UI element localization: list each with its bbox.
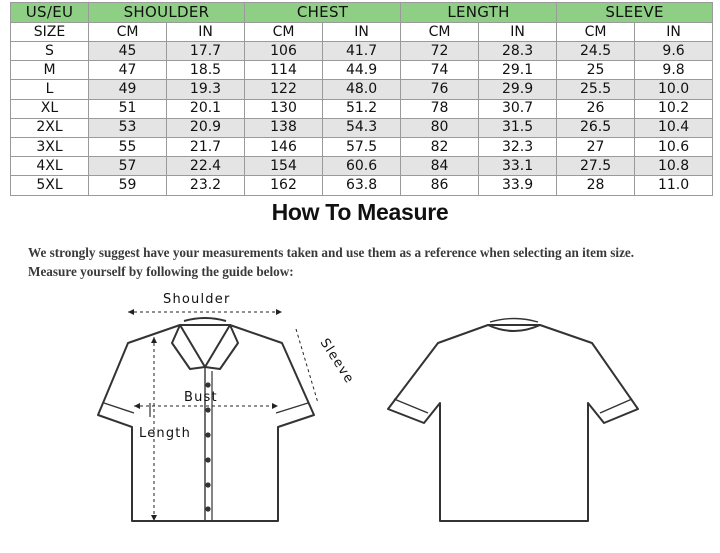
unit-cell: IN (167, 23, 245, 42)
size-cell: M (11, 61, 89, 80)
value-cell: 59 (89, 176, 167, 195)
sleeve-label: Sleeve (316, 336, 357, 387)
size-cell: L (11, 80, 89, 99)
value-cell: 9.8 (635, 61, 713, 80)
length-label: Length (139, 426, 192, 441)
value-cell: 29.1 (479, 61, 557, 80)
unit-cell: CM (401, 23, 479, 42)
value-cell: 33.9 (479, 176, 557, 195)
value-cell: 33.1 (479, 157, 557, 176)
value-cell: 55 (89, 137, 167, 156)
table-header-row (11, 3, 713, 23)
value-cell: 18.5 (167, 61, 245, 80)
value-cell: 47 (89, 61, 167, 80)
value-cell: 25 (557, 61, 635, 80)
unit-cell: CM (557, 23, 635, 42)
size-cell: 4XL (11, 157, 89, 176)
value-cell: 114 (245, 61, 323, 80)
header-us-eu: US/EU (11, 3, 89, 23)
value-cell: 74 (401, 61, 479, 80)
value-cell: 19.3 (167, 80, 245, 99)
value-cell: 20.1 (167, 99, 245, 118)
value-cell: 80 (401, 118, 479, 137)
unit-cell: IN (323, 23, 401, 42)
header-length: LENGTH (401, 3, 557, 23)
table-row (11, 99, 713, 118)
value-cell: 146 (245, 137, 323, 156)
value-cell: 31.5 (479, 118, 557, 137)
value-cell: 28 (557, 176, 635, 195)
table-row (11, 176, 713, 195)
value-cell: 10.2 (635, 99, 713, 118)
header-chest: CHEST (245, 3, 401, 23)
value-cell: 9.6 (635, 42, 713, 61)
size-cell: 5XL (11, 176, 89, 195)
value-cell: 51 (89, 99, 167, 118)
how-to-measure-title: How To Measure (271, 199, 449, 225)
value-cell: 20.9 (167, 118, 245, 137)
value-cell: 26.5 (557, 118, 635, 137)
value-cell: 10.4 (635, 118, 713, 137)
size-chart-table (10, 2, 713, 196)
value-cell: 57.5 (323, 137, 401, 156)
unit-cell: CM (245, 23, 323, 42)
value-cell: 106 (245, 42, 323, 61)
back-shirt-icon (388, 319, 638, 522)
size-cell: XL (11, 99, 89, 118)
value-cell: 122 (245, 80, 323, 99)
shoulder-label: Shoulder (163, 292, 231, 307)
table-row (11, 118, 713, 137)
value-cell: 32.3 (479, 137, 557, 156)
value-cell: 41.7 (323, 42, 401, 61)
value-cell: 82 (401, 137, 479, 156)
value-cell: 54.3 (323, 118, 401, 137)
table-row (11, 42, 713, 61)
value-cell: 130 (245, 99, 323, 118)
table-body (11, 42, 713, 196)
value-cell: 10.6 (635, 137, 713, 156)
value-cell: 162 (245, 176, 323, 195)
table-row (11, 137, 713, 156)
header-size: SIZE (11, 23, 89, 42)
value-cell: 21.7 (167, 137, 245, 156)
value-cell: 86 (401, 176, 479, 195)
table-row (11, 80, 713, 99)
front-shirt-icon (98, 318, 314, 521)
guide-line-2: Measure yourself by following the guide below: (28, 264, 294, 279)
unit-cell: CM (89, 23, 167, 42)
value-cell: 24.5 (557, 42, 635, 61)
value-cell: 22.4 (167, 157, 245, 176)
table-row (11, 61, 713, 80)
value-cell: 45 (89, 42, 167, 61)
unit-cell: IN (635, 23, 713, 42)
value-cell: 60.6 (323, 157, 401, 176)
value-cell: 27 (557, 137, 635, 156)
shirt-diagram (0, 285, 720, 553)
value-cell: 57 (89, 157, 167, 176)
value-cell: 17.7 (167, 42, 245, 61)
value-cell: 78 (401, 99, 479, 118)
value-cell: 51.2 (323, 99, 401, 118)
value-cell: 10.8 (635, 157, 713, 176)
value-cell: 10.0 (635, 80, 713, 99)
value-cell: 30.7 (479, 99, 557, 118)
bust-label: Bust (184, 390, 218, 405)
unit-cell: IN (479, 23, 557, 42)
header-shoulder: SHOULDER (89, 3, 245, 23)
value-cell: 72 (401, 42, 479, 61)
size-cell: 3XL (11, 137, 89, 156)
value-cell: 29.9 (479, 80, 557, 99)
value-cell: 76 (401, 80, 479, 99)
size-cell: S (11, 42, 89, 61)
value-cell: 84 (401, 157, 479, 176)
value-cell: 63.8 (323, 176, 401, 195)
value-cell: 138 (245, 118, 323, 137)
value-cell: 27.5 (557, 157, 635, 176)
value-cell: 28.3 (479, 42, 557, 61)
value-cell: 23.2 (167, 176, 245, 195)
value-cell: 26 (557, 99, 635, 118)
value-cell: 49 (89, 80, 167, 99)
size-cell: 2XL (11, 118, 89, 137)
guide-line-1: We strongly suggest have your measurements taken and use them as a reference when selecting an item size. (28, 245, 635, 260)
value-cell: 44.9 (323, 61, 401, 80)
table-row (11, 157, 713, 176)
value-cell: 48.0 (323, 80, 401, 99)
header-sleeve: SLEEVE (557, 3, 713, 23)
value-cell: 53 (89, 118, 167, 137)
measure-guide-text (28, 243, 718, 281)
value-cell: 11.0 (635, 176, 713, 195)
table-unit-row (11, 23, 713, 42)
value-cell: 25.5 (557, 80, 635, 99)
value-cell: 154 (245, 157, 323, 176)
